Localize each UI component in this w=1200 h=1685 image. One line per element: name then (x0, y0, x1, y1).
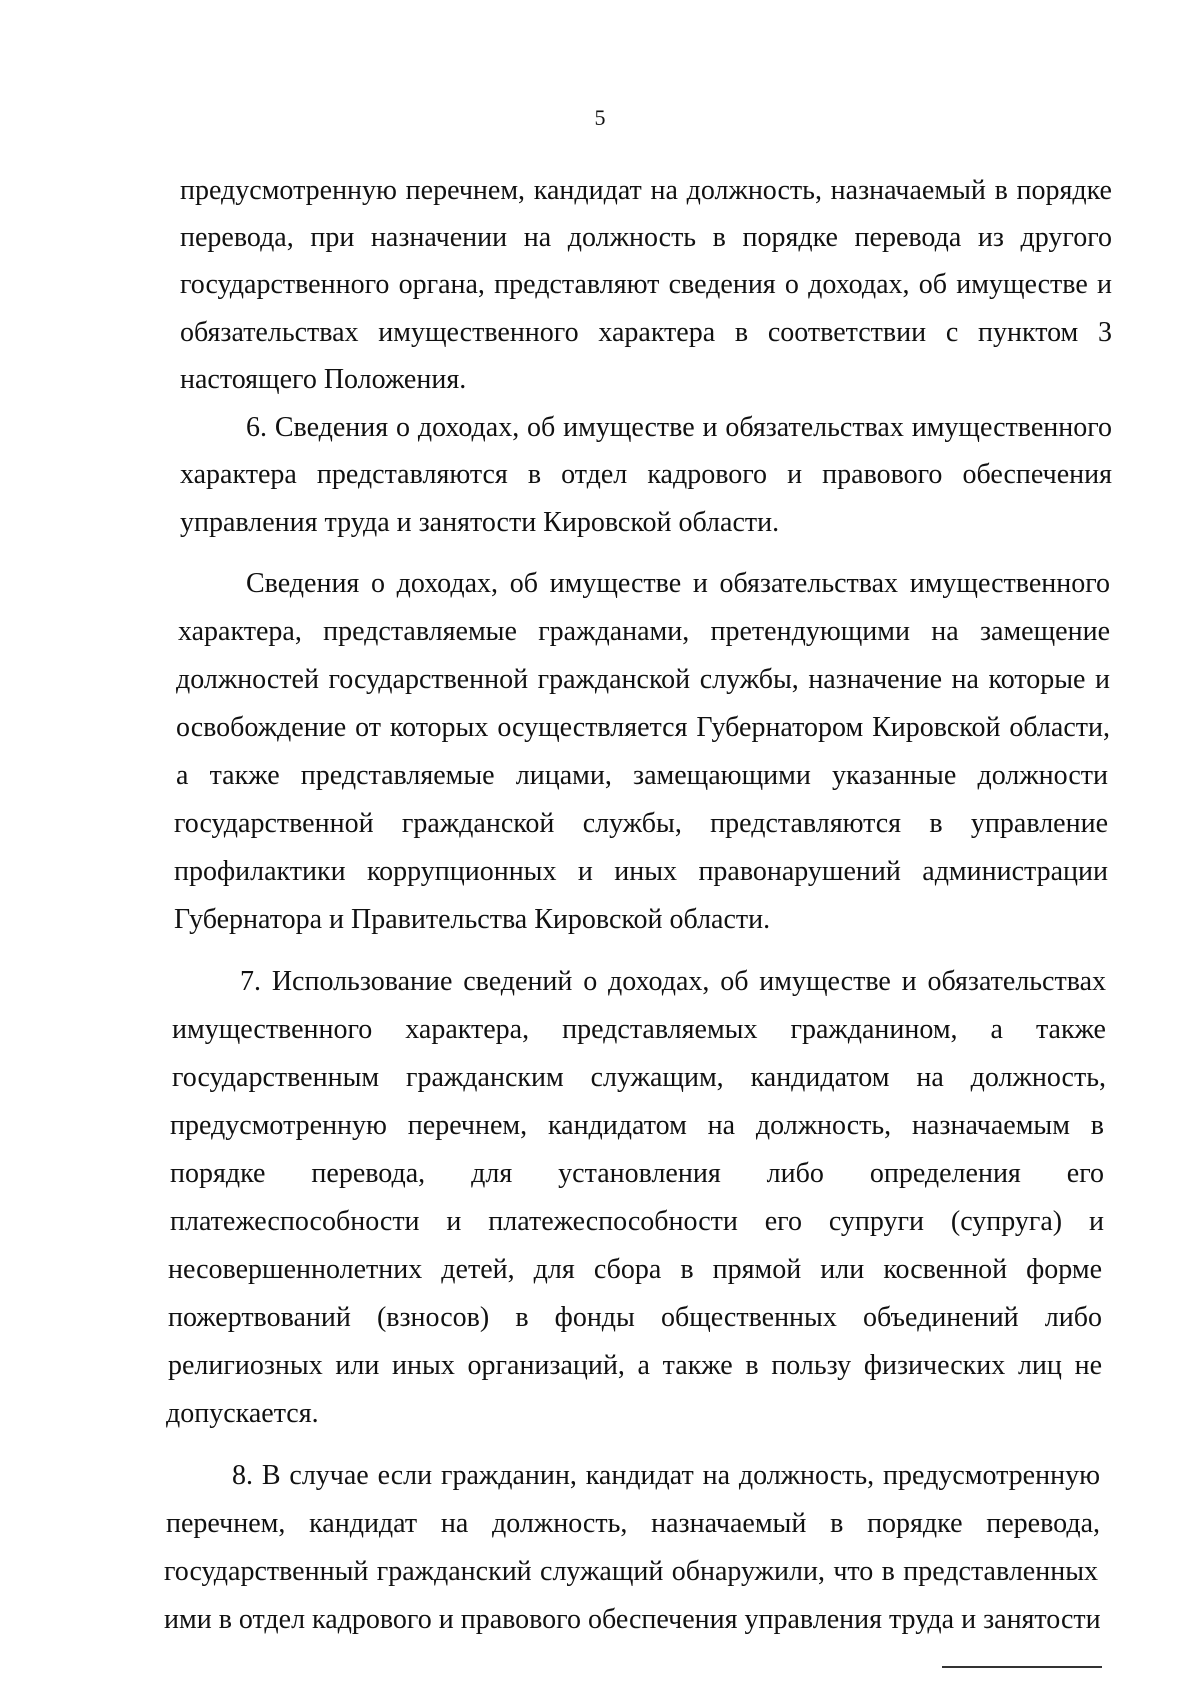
text-line: должностей государственной гражданской службы, назначение на которые и (176, 664, 1110, 695)
text-line: Сведения о доходах, об имуществе и обязательствах имущественного (246, 568, 1110, 599)
text-line: религиозных или иных организаций, а также в пользу физических лиц не (168, 1350, 1102, 1381)
page-number: 5 (594, 105, 606, 130)
footer-divider (942, 1666, 1102, 1668)
text-line: государственный гражданский служащий обнаружили, что в представленных (164, 1556, 1098, 1587)
text-line: государственной гражданской службы, представляются в управление (174, 808, 1108, 839)
text-line: несовершеннолетних детей, для сбора в прямой или косвенной форме (168, 1254, 1102, 1285)
text-line: обязательствах имущественного характера в соответствии с пунктом 3 (180, 317, 1112, 348)
text-line: 7. Использование сведений о доходах, об имуществе и обязательствах (240, 966, 1106, 997)
text-line: государственным гражданским служащим, кандидатом на должность, (172, 1062, 1106, 1093)
text-line: 8. В случае если гражданин, кандидат на должность, предусмотренную (232, 1460, 1100, 1491)
text-line: управления труда и занятости Кировской области. (180, 507, 780, 538)
text-line: перевода, при назначении на должность в порядке перевода из другого (180, 222, 1112, 253)
text-line: предусмотренную перечнем, кандидатом на должность, назначаемым в (170, 1110, 1104, 1141)
text-line: государственного органа, представляют сведения о доходах, об имуществе и (180, 269, 1112, 300)
text-line: профилактики коррупционных и иных правонарушений администрации (174, 856, 1108, 887)
text-line: освобождение от которых осуществляется Губернатором Кировской области, (176, 712, 1110, 743)
text-line: характера, представляемые гражданами, претендующими на замещение (178, 616, 1110, 647)
text-line: 6. Сведения о доходах, об имуществе и обязательствах имущественного (246, 412, 1112, 443)
text-line: перечнем, кандидат на должность, назначаемый в порядке перевода, (166, 1508, 1100, 1539)
text-line: пожертвований (взносов) в фонды общественных объединений либо (168, 1302, 1102, 1333)
text-line: допускается. (166, 1398, 319, 1429)
text-line: Губернатора и Правительства Кировской области. (174, 904, 771, 935)
text-line: имущественного характера, представляемых гражданином, а также (172, 1014, 1106, 1045)
text-line: платежеспособности и платежеспособности его супруги (супруга) и (170, 1206, 1104, 1237)
text-line: характера представляются в отдел кадрового и правового обеспечения (180, 459, 1112, 490)
text-line: настоящего Положения. (180, 364, 467, 395)
text-line: а также представляемые лицами, замещающими указанные должности (176, 760, 1108, 791)
text-line: ими в отдел кадрового и правового обеспечения управления труда и занятости (164, 1604, 1101, 1635)
text-line: предусмотренную перечнем, кандидат на должность, назначаемый в порядке (180, 175, 1112, 206)
text-line: порядке перевода, для установления либо определения его (170, 1158, 1104, 1189)
